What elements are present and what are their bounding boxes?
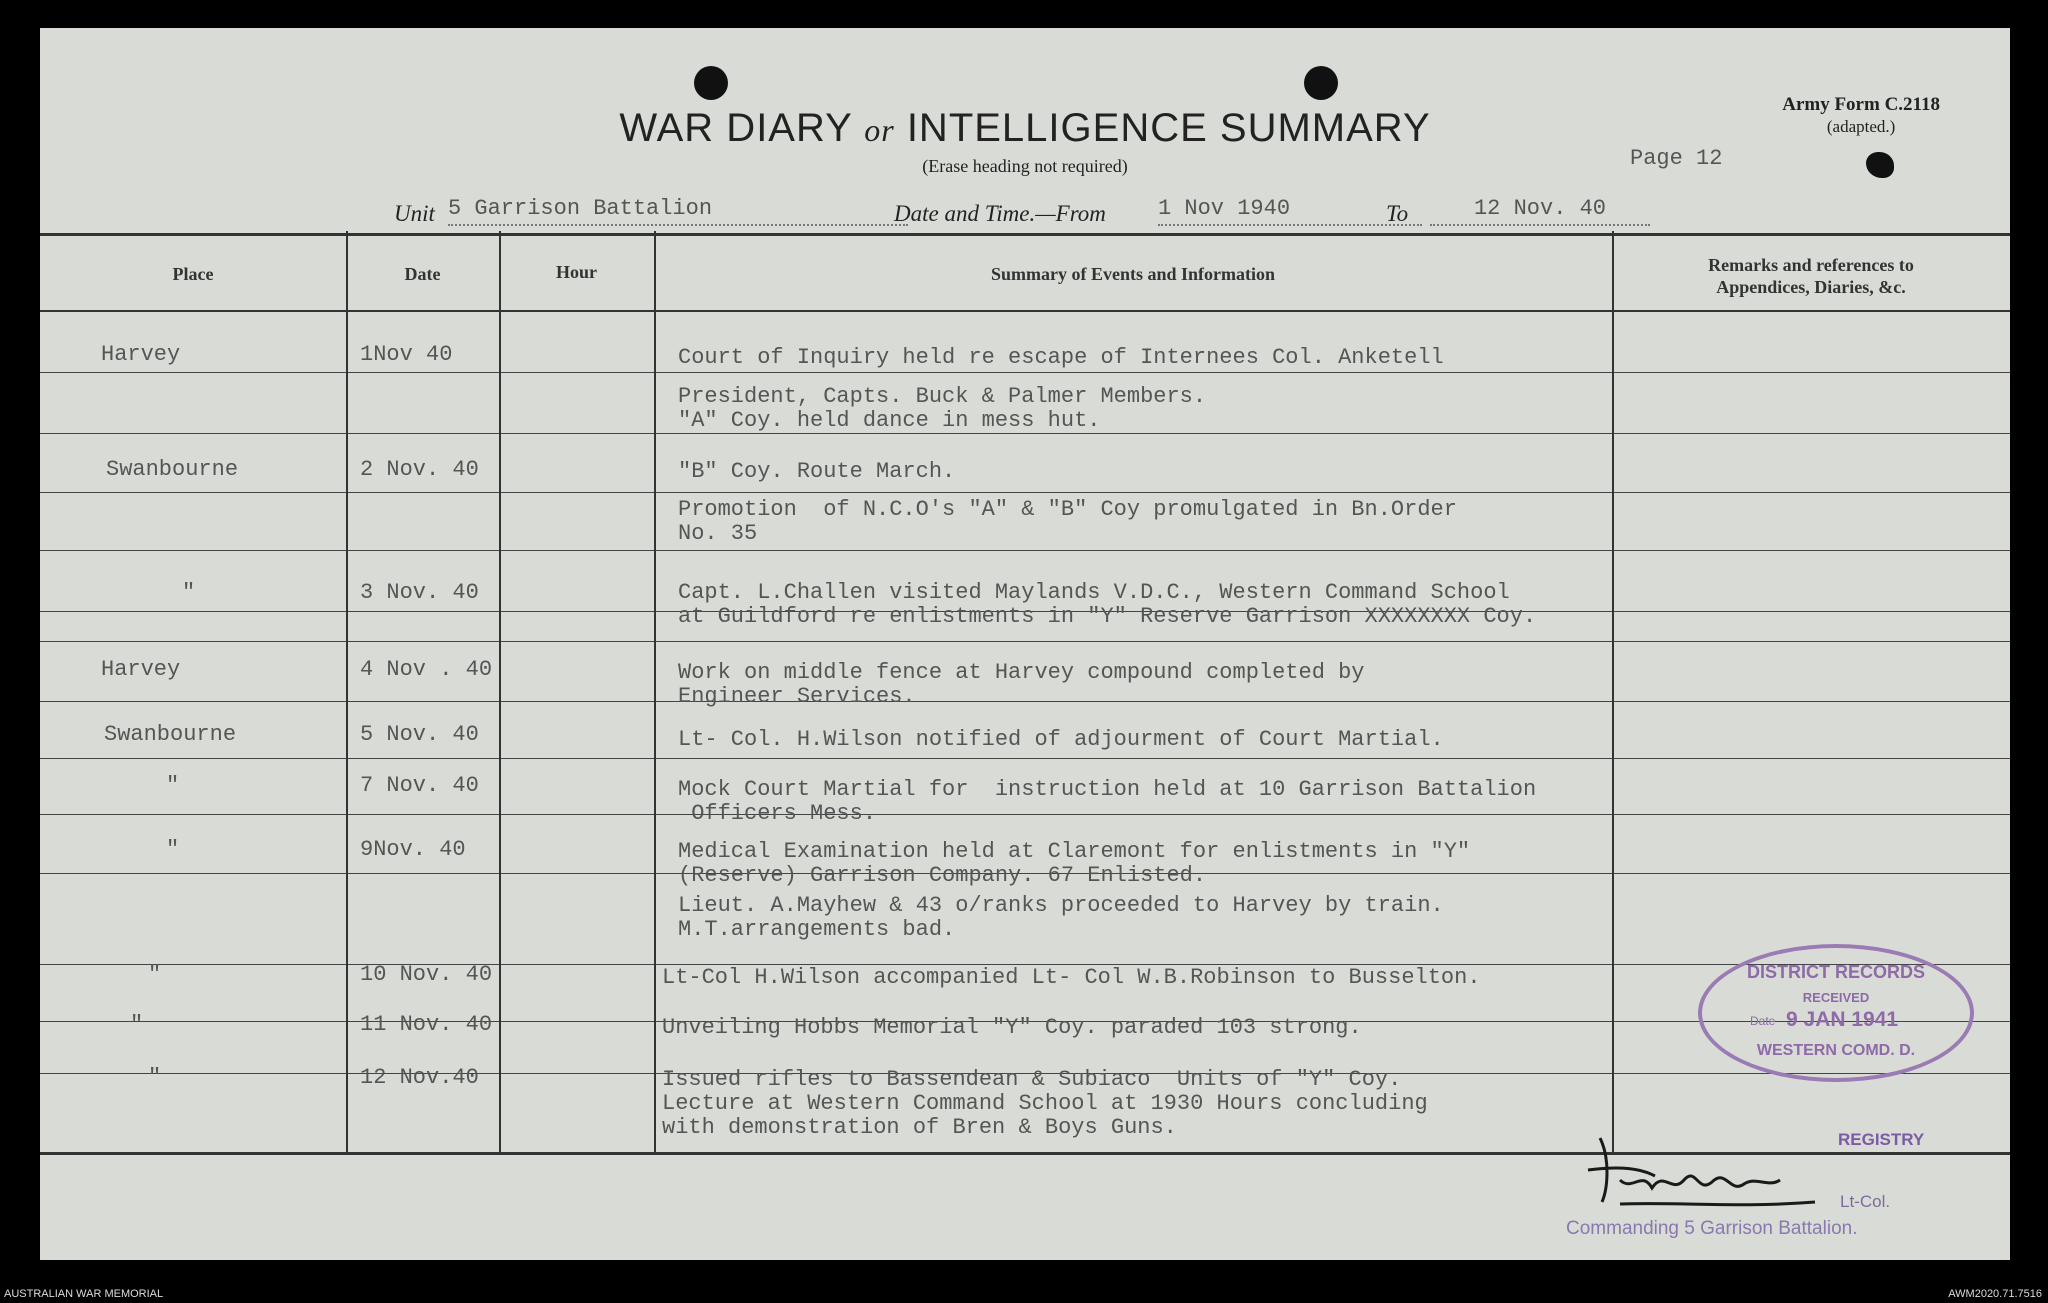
entry-date: 10 Nov. 40	[360, 962, 493, 987]
entry-summary: Promotion of N.C.O's "A" & "B" Coy promulgated in Bn.Order No. 35	[678, 497, 1457, 546]
entry-date: 5 Nov. 40	[360, 722, 479, 747]
entry-summary: Lieut. A.Mayhew & 43 o/ranks proceeded to Harvey by train. M.T.arrangements bad.	[678, 893, 1444, 942]
unit-label: Unit	[394, 201, 435, 226]
column-header-remarks: Remarks and references to Appendices, Diaries, &c.	[1708, 255, 1914, 297]
entry-place: Swanbourne	[106, 457, 239, 482]
column-divider	[499, 231, 501, 1152]
column-header-hour: Hour	[555, 262, 597, 282]
punch-hole	[1304, 66, 1338, 100]
entry-summary: Mock Court Martial for instruction held at 10 Garrison Battalion Officers Mess.	[678, 777, 1537, 826]
entry-summary: Capt. L.Challen visited Maylands V.D.C., Western Command School at Guildford re enlistments in "Y" Reserve Garrison XXXXXXXX Coy.	[678, 580, 1537, 629]
district-records-stamp: DISTRICT RECORDS RECEIVED Date 9 JAN 1941 WESTERN COMD. D.	[1698, 944, 1974, 1082]
entry-date: 9Nov. 40	[360, 837, 466, 862]
column-divider	[1612, 231, 1614, 1152]
entry-summary: Unveiling Hobbs Memorial "Y" Coy. paraded 103 strong.	[662, 1015, 1362, 1040]
page-number: Page 12	[1630, 146, 1723, 171]
entry-place: "	[182, 580, 196, 605]
commanding-officer-title: Commanding 5 Garrison Battalion.	[1566, 1218, 1858, 1239]
army-form-number: Army Form C.2118 (adapted.)	[1782, 94, 1940, 136]
entry-summary: "B" Coy. Route March.	[678, 459, 956, 484]
entry-summary: Work on middle fence at Harvey compound completed by Engineer Services.	[678, 660, 1365, 709]
table-top-rule	[40, 233, 2010, 236]
to-label: To	[1386, 201, 1409, 226]
entry-place: Swanbourne	[104, 722, 237, 747]
header-rule	[40, 310, 2010, 312]
entry-summary: Court of Inquiry held re escape of Internees Col. Anketell	[678, 345, 1444, 370]
entry-place: "	[130, 1012, 144, 1037]
column-divider	[654, 231, 656, 1152]
column-header-date: Date	[404, 264, 441, 284]
entry-date: 2 Nov. 40	[360, 457, 479, 482]
column-divider	[346, 231, 348, 1152]
entry-place: "	[148, 962, 162, 987]
signature-rank: Lt-Col.	[1840, 1192, 1891, 1211]
punch-hole	[694, 66, 728, 100]
commanding-officer-signature	[1580, 1118, 1830, 1213]
entry-place: "	[166, 837, 180, 862]
entry-place: Harvey	[101, 657, 181, 682]
entry-date: 11 Nov. 40	[360, 1012, 493, 1037]
entry-date: 4 Nov . 40	[360, 657, 493, 682]
entry-summary: Lt-Col H.Wilson accompanied Lt- Col W.B.Robinson to Busselton.	[662, 965, 1481, 990]
to-date-value: 12 Nov. 40	[1430, 196, 1650, 226]
form-title: WAR DIARY or INTELLIGENCE SUMMARY	[619, 106, 1431, 150]
footer-institution: AUSTRALIAN WAR MEMORIAL	[4, 1288, 164, 1300]
entry-place: "	[148, 1065, 162, 1090]
footer-accession-number: AWM2020.71.7516	[1948, 1288, 2042, 1300]
entry-date: 7 Nov. 40	[360, 773, 479, 798]
from-date-value: 1 Nov 1940	[1158, 196, 1422, 226]
entry-date: 12 Nov.40	[360, 1065, 479, 1090]
entry-date: 1Nov 40	[360, 342, 453, 367]
registry-stamp: REGISTRY	[1838, 1130, 1925, 1149]
entry-summary: Lt- Col. H.Wilson notified of adjourment of Court Martial.	[678, 727, 1444, 752]
entry-date: 3 Nov. 40	[360, 580, 479, 605]
diary-page	[40, 28, 2010, 1260]
entry-summary: Medical Examination held at Claremont for enlistments in "Y" (Reserve) Garrison Company. 67 Enlisted.	[678, 839, 1471, 888]
ink-blot	[1866, 152, 1894, 178]
erase-note: (Erase heading not required)	[922, 156, 1128, 176]
date-time-label: Date and Time.—From	[894, 201, 1106, 226]
column-header-summary: Summary of Events and Information	[990, 264, 1276, 284]
entry-place: "	[166, 773, 180, 798]
unit-value: 5 Garrison Battalion	[448, 196, 908, 226]
entry-summary: Issued rifles to Bassendean & Subiaco Units of "Y" Coy. Lecture at Western Command School at 1930 Hours concluding with demonstration of Bren & Boys Guns.	[662, 1067, 1428, 1140]
column-header-place: Place	[172, 264, 214, 284]
entry-place: Harvey	[101, 342, 181, 367]
entry-summary: President, Capts. Buck & Palmer Members. "A" Coy. held dance in mess hut.	[678, 384, 1207, 433]
